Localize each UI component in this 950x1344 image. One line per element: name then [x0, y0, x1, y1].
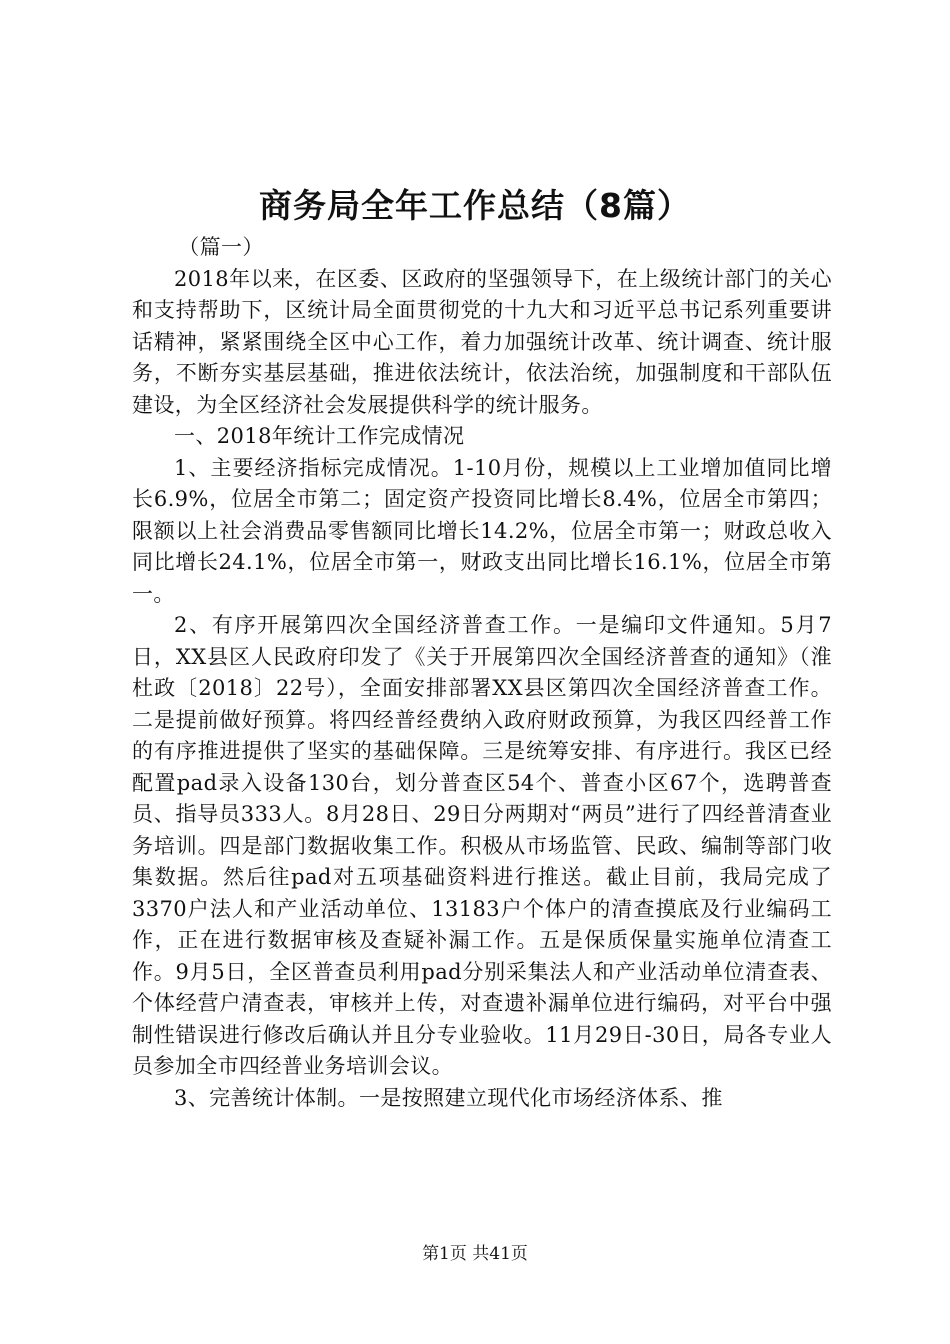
heading-section-1: 一、2018年统计工作完成情况: [174, 424, 465, 448]
document-body: [132, 232, 832, 1114]
paragraph-statistics-system: 3、完善统计体制。一是按照建立现代化市场经济体系、推: [174, 1085, 723, 1110]
document-title: 商务局全年工作总结（8篇）: [259, 186, 691, 225]
paragraph-economic-census: 2、有序开展第四次全国经济普查工作。一是编印文件通知。5月7日，XX县区人民政府印发了《关于开展第四次全国经济普查的通知》（淮杜政〔2018〕22号），全面安排部署XX县区第四次全国经济普查工作。二是提前做好预算。将四经普经费纳入政府财政预算，为我区四经普工作的有序推进提供了坚实的基础保障。三是统筹安排、有序进行。我区已经配置pad录入设备130台，划分普查区54个、普查小区67个，选聘普查员、指导员333人。8月28日、29日分两期对“两员”进行了四经普清查业务培训。四是部门数据收集工作。积极从市场监管、民政、编制等部门收集数据。然后往pad对五项基础资料进行推送。截止目前，我局完成了3370户法人和产业活动单位、13183户个体户的清查摸底及行业编码工作，正在进行数据审核及查疑补漏工作。五是保质保量实施单位清查工作。9月5日，全区普查员利用pad分别采集法人和产业活动单位清查表、个体经营户清查表，审核并上传，对查遗补漏单位进行编码，对平台中强制性错误进行修改后确认并且分专业验收。11月29日-30日，局各专业人员参加全市四经普业务培训会议。: [132, 613, 832, 1078]
paragraph-economic-indicators: 1、主要经济指标完成情况。1-10月份，规模以上工业增加值同比增长6.9%，位居全市第二；固定资产投资同比增长8.4%，位居全市第四；限额以上社会消费品零售额同比增长14.2%，位居全市第一；财政总收入同比增长24.1%，位居全市第一，财政支出同比增长16.1%，位居全市第一。: [132, 455, 832, 606]
page-footer: 第1页 共41页: [422, 1244, 528, 1264]
paragraph-intro: 2018年以来，在区委、区政府的坚强领导下，在上级统计部门的关心和支持帮助下，区统计局全面贯彻党的十九大和习近平总书记系列重要讲话精神，紧紧围绕全区中心工作，着力加强统计改革、统计调查、统计服务，不断夯实基层基础，推进依法统计，依法治统，加强制度和干部队伍建设，为全区经济社会发展提供科学的统计服务。: [132, 266, 832, 417]
section-label: （篇一）: [178, 235, 264, 259]
